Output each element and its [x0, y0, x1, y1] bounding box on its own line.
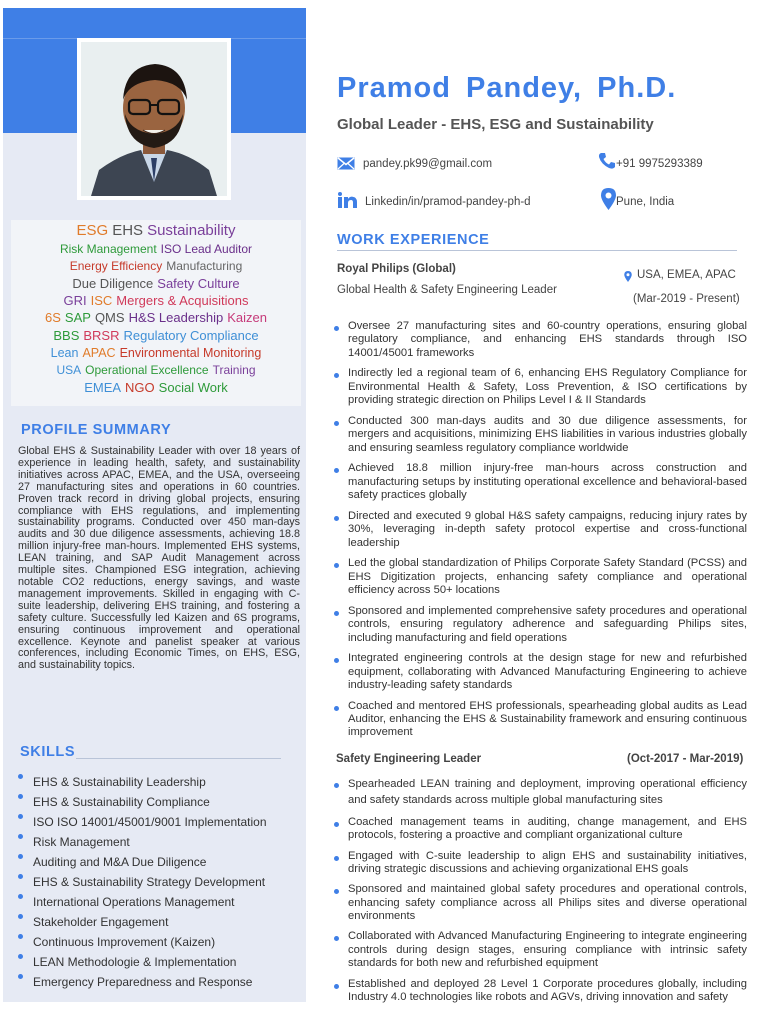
experience-bullet	[333, 930, 747, 970]
experience-bullet	[333, 415, 747, 455]
experience-bullet	[333, 883, 747, 923]
keyword-tag: Operational Excellence	[85, 363, 209, 377]
profile-summary-text: Global EHS & Sustainability Leader with over 18 years of experience in leading health, safety, and sustainability initiatives across APAC, EMEA, and the USA, overseeing 27 manufacturing sites and operations in 60 countries. Proven track record in driving global projects, ensuring compliance with EHS regulations, and implementing sustainability programs. Conducted over 450 man-days audits and 30 due diligence assessments, achieving 18.8 million injury-free man-hours. Implemented EHS systems, LEAN training, and SAP Audit Management across multiple sites. Championed ESG integration, achieving notable CO2 reductions, energy savings, and waste management improvements. Skilled in engaging with C-suite leadership, delivering EHS training, and fostering a safety culture. Successfully led Kaizen and 6S programs, ensuring continuous improvement and operational excellence. Keynote and panelist speaker at various conferences, including Economic Times, on EHS, ESG, and sustainability topics.	[18, 445, 300, 672]
keyword-tag: ESG	[76, 222, 109, 239]
bullet-text: Integrated engineering controls at the design stage for new and refurbished equipment, collaborating with Advanced Manufacturing Engineering to achieve industry-leading safety standards	[348, 652, 747, 691]
experience-bullet	[333, 557, 747, 597]
keyword-row	[11, 363, 301, 377]
bullet-dot-icon	[18, 934, 23, 939]
keyword-tag: Sustainability	[147, 222, 236, 239]
job1-dates: (Mar-2019 - Present)	[633, 293, 740, 305]
profile-photo-frame	[77, 38, 231, 200]
candidate-name: Pramod Pandey, Ph.D.	[337, 72, 677, 104]
skill-item	[18, 912, 298, 932]
skill-label: Stakeholder Engagement	[33, 915, 169, 929]
bullet-dot-icon	[334, 936, 339, 941]
experience-bullet	[333, 367, 747, 407]
bullet-text: Oversee 27 manufacturing sites and 60-country operations, ensuring global regulatory compliance, and enhancing EHS standards through ISO 14001/45001 frameworks	[348, 320, 747, 359]
keyword-tag: Social Work	[158, 380, 228, 395]
bullet-text: Engaged with C-suite leadership to align EHS and sustainability initiatives, driving strategic discussions and achieving organizational EHS goals	[348, 849, 747, 875]
bullet-dot-icon	[18, 894, 23, 899]
email-link[interactable]: pandey.pk99@gmail.com	[363, 158, 493, 170]
headline: Global Leader - EHS, ESG and Sustainability	[337, 116, 654, 133]
bullet-dot-icon	[18, 974, 23, 979]
profile-summary-title: PROFILE SUMMARY	[21, 422, 172, 438]
skill-item	[18, 772, 298, 792]
skill-item	[18, 792, 298, 812]
keyword-row	[11, 222, 301, 239]
bullet-dot-icon	[334, 563, 339, 568]
experience-bullet	[333, 320, 747, 360]
keyword-tag: APAC	[82, 346, 116, 360]
job1-location-pin-icon	[624, 269, 632, 287]
bullet-text: Directed and executed 9 global H&S safety campaigns, reducing injury rates by 30%, leveraging in-depth safety protocol expertise and cross-functional leadership	[348, 509, 747, 549]
keyword-row	[11, 276, 301, 291]
work-experience-title: WORK EXPERIENCE	[337, 232, 490, 248]
skill-label: International Operations Management	[33, 895, 235, 909]
keyword-tag: NGO	[125, 380, 155, 395]
keyword-tag: SAP	[64, 310, 91, 325]
experience-bullet	[333, 605, 747, 645]
skill-label: EHS & Sustainability Compliance	[33, 795, 210, 809]
skill-label: LEAN Methodologie & Implementation	[33, 955, 237, 969]
bullet-dot-icon	[334, 373, 339, 378]
bullet-dot-icon	[18, 874, 23, 879]
keyword-row	[11, 259, 301, 273]
keyword-tag: BBS	[53, 328, 80, 343]
keyword-tag: Risk Management	[59, 242, 157, 256]
experience-bullet	[333, 777, 747, 809]
skill-item	[18, 852, 298, 872]
bullet-dot-icon	[334, 468, 339, 473]
linkedin-icon	[338, 192, 357, 213]
bullet-dot-icon	[334, 658, 339, 663]
skill-label: Emergency Preparedness and Response	[33, 975, 253, 989]
bullet-dot-icon	[334, 822, 339, 827]
bullet-dot-icon	[18, 794, 23, 799]
bullet-dot-icon	[334, 706, 339, 711]
bullet-text: Collaborated with Advanced Manufacturing Engineering to integrate engineering controls during design stages, ensuring compliance with intrinsic safety standards for both new and refurbished equipment	[348, 930, 747, 970]
bullet-dot-icon	[334, 516, 339, 521]
bullet-dot-icon	[334, 326, 339, 331]
bullet-text: Coached management teams in auditing, change management, and EHS protocols, fostering a proactive and compliant organizational culture	[348, 815, 747, 842]
bullet-text: Sponsored and maintained global safety procedures and operational controls, enhancing safety compliance across all Philips sites and diverse operational environments	[348, 883, 747, 922]
keyword-tag: Safety Culture	[157, 276, 240, 291]
bullet-dot-icon	[334, 421, 339, 426]
bullet-text: Indirectly led a regional team of 6, enhancing EHS Regulatory Compliance for Environmental Health & Safety, Loss Prevention, & ISO certifications by providing strategic direction on Philips Level I & II Standards	[348, 367, 747, 407]
experience-bullet	[333, 850, 747, 877]
experience-bullet	[333, 652, 747, 692]
skill-label: EHS & Sustainability Leadership	[33, 775, 206, 789]
keyword-tag: USA	[56, 363, 82, 377]
location-text: Pune, India	[616, 196, 675, 208]
job2-dates: (Oct-2017 - Mar-2019)	[627, 753, 744, 765]
keyword-row	[11, 380, 301, 395]
keyword-tag: H&S Leadership	[128, 310, 224, 325]
bullet-dot-icon	[18, 854, 23, 859]
skills-rule	[76, 758, 281, 759]
job1-role: Global Health & Safety Engineering Leader	[337, 284, 557, 296]
skill-item	[18, 932, 298, 952]
profile-summary-rule	[21, 429, 283, 430]
keyword-tag: 6S	[45, 310, 61, 325]
bullet-text: Established and deployed 28 Level 1 Corporate procedures globally, including Industry 4.0 technologies like robots and AGVs, driving innovation and safety	[348, 977, 747, 1003]
skill-item	[18, 952, 298, 972]
skill-label: Auditing and M&A Due Diligence	[33, 855, 207, 869]
job1-bullets	[333, 320, 747, 747]
keyword-tag: Kaizen	[227, 310, 267, 325]
job2-role: Safety Engineering Leader	[336, 753, 482, 765]
work-experience-rule	[337, 250, 737, 251]
skill-label: ISO ISO 14001/45001/9001 Implementation	[33, 815, 267, 829]
skills-list	[18, 772, 298, 992]
bullet-text: Sponsored and implemented comprehensive safety procedures and operational controls, ensuring regulatory adherence and safeguarding Philips sites, including manufacturing and field operations	[348, 604, 747, 644]
skill-label: Continuous Improvement (Kaizen)	[33, 935, 216, 949]
skill-item	[18, 872, 298, 892]
skill-item	[18, 832, 298, 852]
email-icon	[337, 157, 355, 175]
skill-label: Risk Management	[33, 835, 130, 849]
bullet-text: Coached and mentored EHS professionals, spearheading global audits as Lead Auditor, enhancing the EHS & Sustainability framework and ensuring continuous improvement	[348, 699, 747, 739]
keyword-tag: Environmental Monitoring	[119, 346, 262, 360]
bullet-dot-icon	[18, 914, 23, 919]
keyword-tag: QMS	[94, 310, 125, 325]
bullet-text: Conducted 300 man-days audits and 30 due diligence assessments, for mergers and acquisitions, minimizing EHS liabilities in various industries globally and ensuring seamless regulatory compliance worldwide	[348, 414, 747, 454]
bullet-text: Led the global standardization of Philips Corporate Safety Standard (PCSS) and EHS Digitization projects, enhancing safety compliance and operational efficiency across 50+ locations	[348, 557, 747, 597]
experience-bullet	[333, 462, 747, 502]
bullet-dot-icon	[334, 889, 339, 894]
keyword-row	[11, 242, 301, 256]
profile-photo	[81, 42, 227, 196]
keyword-tag: Manufacturing	[166, 259, 243, 273]
keyword-tag: ISO Lead Auditor	[160, 242, 253, 256]
bullet-dot-icon	[18, 774, 23, 779]
location-pin-icon	[601, 188, 616, 215]
phone-icon	[598, 152, 616, 175]
bullet-text: Achieved 18.8 million injury-free man-hours across construction and manufacturing setups by instituting operational excellence and behavioral-based safety practices globally	[348, 462, 747, 502]
keyword-tag: ISC	[90, 293, 113, 308]
keyword-row	[11, 346, 301, 360]
experience-bullet	[333, 700, 747, 740]
bullet-dot-icon	[18, 834, 23, 839]
job2-bullets	[333, 777, 747, 1011]
skill-item	[18, 972, 298, 992]
keyword-tag: Energy Efficiency	[69, 259, 163, 273]
keyword-cloud	[11, 220, 301, 406]
bullet-dot-icon	[334, 783, 339, 788]
bullet-text: Spearheaded LEAN training and deployment, improving operational efficiency and safety standards across multiple global manufacturing sites	[348, 778, 747, 806]
phone-number: +91 9975293389	[616, 158, 703, 170]
bullet-dot-icon	[334, 611, 339, 616]
experience-bullet	[333, 510, 747, 550]
keyword-tag: GRI	[63, 293, 87, 308]
keyword-tag: EHS	[112, 222, 144, 239]
skill-item	[18, 892, 298, 912]
bullet-dot-icon	[334, 856, 339, 861]
keyword-tag: Mergers & Acquisitions	[116, 293, 249, 308]
keyword-row	[11, 310, 301, 325]
experience-bullet	[333, 978, 747, 1005]
keyword-tag: Lean	[50, 346, 79, 360]
keyword-tag: EMEA	[84, 380, 122, 395]
keyword-tag: BRSR	[83, 328, 120, 343]
linkedin-link[interactable]: Linkedin/in/pramod-pandey-ph-d	[365, 196, 531, 208]
bullet-dot-icon	[334, 984, 339, 989]
skills-title: SKILLS	[20, 744, 76, 760]
experience-bullet	[333, 816, 747, 843]
bullet-dot-icon	[18, 954, 23, 959]
keyword-tag: Regulatory Compliance	[123, 328, 259, 343]
job1-location: USA, EMEA, APAC	[637, 269, 736, 281]
job1-company: Royal Philips (Global)	[337, 263, 456, 275]
bullet-dot-icon	[18, 814, 23, 819]
keyword-row	[11, 328, 301, 343]
keyword-tag: Training	[212, 363, 256, 377]
keyword-tag: Due Diligence	[72, 276, 154, 291]
keyword-row	[11, 293, 301, 308]
skill-label: EHS & Sustainability Strategy Development	[33, 875, 266, 889]
skill-item	[18, 812, 298, 832]
